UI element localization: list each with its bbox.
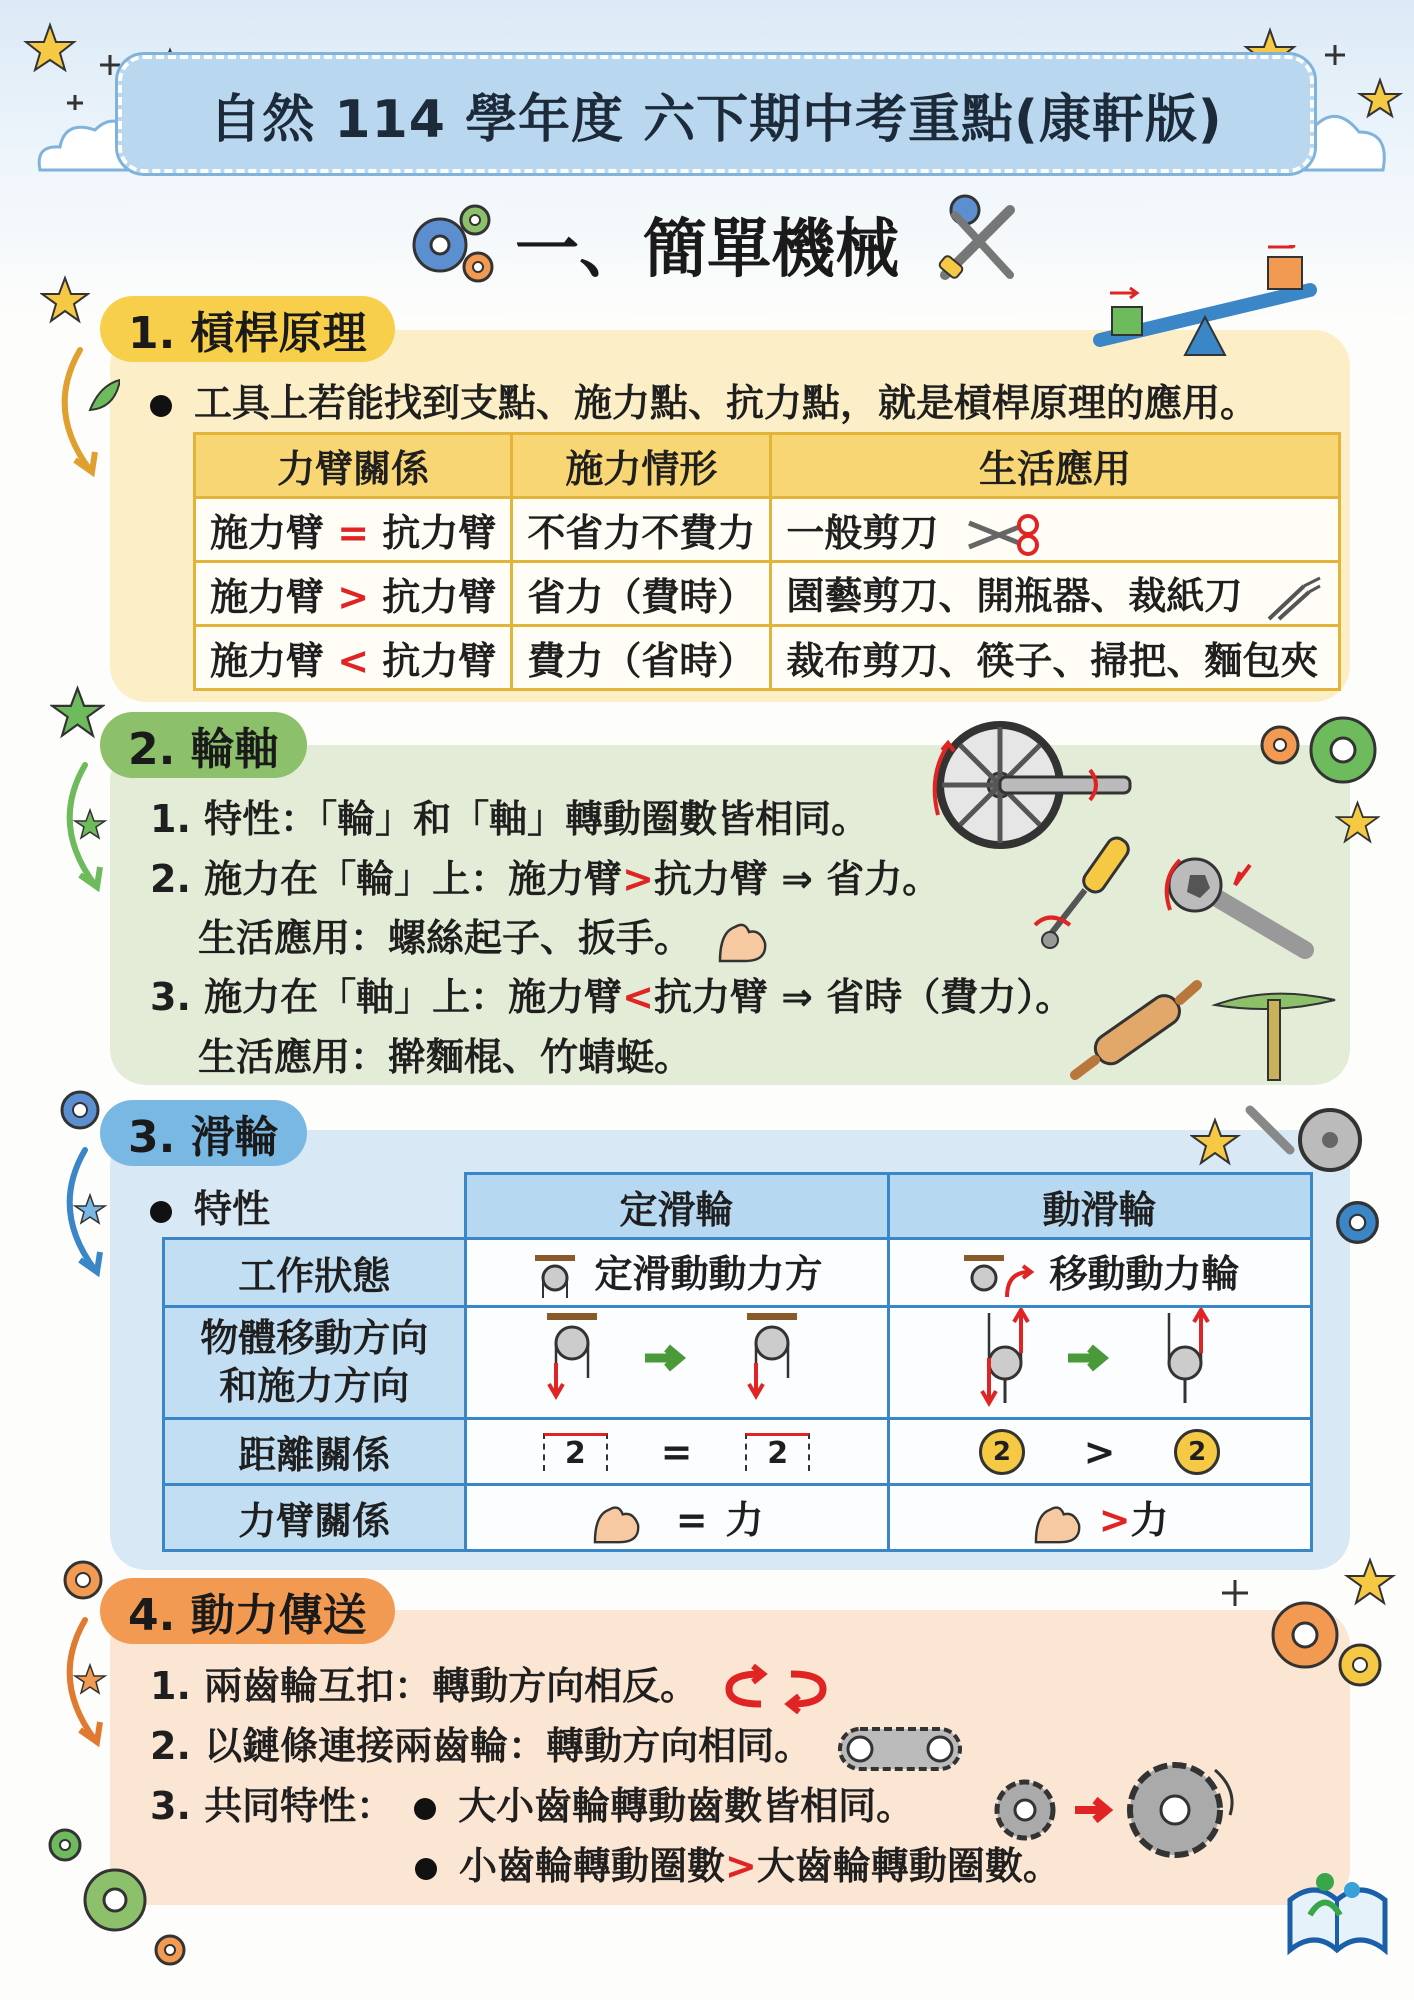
- gears-icon: [1220, 1555, 1400, 1695]
- lever-bullet: [150, 372, 1258, 427]
- transmission-section-tag: 4. 動力傳送: [100, 1578, 395, 1644]
- curved-arrow-icon: [45, 755, 125, 895]
- table-row: [164, 1419, 1312, 1485]
- chain-gears-icon: [835, 1724, 965, 1774]
- arm-relation-cell: 施力臂 > 抗力臂: [195, 562, 512, 626]
- curved-arrow-leaf-icon: [40, 340, 120, 480]
- bullet-dot: [150, 395, 172, 417]
- fixed-pulley-direction-icon: [527, 1308, 827, 1408]
- movable-direction-cell: [888, 1307, 1311, 1419]
- col-effect-header: 施力情形: [512, 434, 771, 498]
- lever-bullet-text: 工具上若能找到支點、施力點、抗力點，就是槓桿原理的應用。: [194, 381, 1259, 425]
- empty-corner-cell: [164, 1174, 466, 1239]
- greater-than-sign: >: [1083, 1429, 1116, 1474]
- movable-pulley-header: 動滑輪: [888, 1174, 1311, 1239]
- col-arm-header: 力臂關係: [195, 434, 512, 498]
- small-to-large-gear-icon: [990, 1755, 1250, 1865]
- muscle-arm-icon: [589, 1500, 644, 1546]
- screwdriver-icon: [1025, 830, 1155, 955]
- equals-sign: =: [660, 1429, 693, 1474]
- fixed-pulley-header: 定滑輪: [465, 1174, 888, 1239]
- wheel-axle-line-4: 3. 施力在「軸」上：施力臂<抗力臂 ⇒ 省時（費力）。: [150, 975, 1074, 1019]
- fixed-arm-cell: = 力: [465, 1485, 888, 1551]
- gears-icon: [1255, 705, 1385, 795]
- wheel-axle-line-1: 1. 特性：「輪」和「軸」轉動圈數皆相同。: [150, 797, 870, 841]
- table-row: [164, 1485, 1312, 1551]
- pliers-icon: [1264, 574, 1324, 622]
- table-row: [164, 1239, 1312, 1307]
- effect-cell: 費力（省時）: [512, 626, 771, 690]
- distance-box: 2: [543, 1433, 608, 1471]
- distance-badge: 2: [1174, 1429, 1220, 1475]
- use-cell: 園藝剪刀、開瓶器、裁紙刀: [771, 562, 1339, 626]
- row-arm-label: 力臂關係: [164, 1485, 466, 1551]
- gear-icon: [55, 1085, 105, 1135]
- muscle-arm-icon: [1030, 1500, 1085, 1546]
- curved-arrow-icon: [45, 1610, 125, 1750]
- row-direction-label: 物體移動方向 和施力方向: [164, 1307, 466, 1419]
- bamboo-dragonfly-icon: [1210, 970, 1340, 1085]
- effect-cell: 不省力不費力: [512, 498, 771, 562]
- rolling-pin-icon: [1065, 975, 1205, 1085]
- tools-icon: [925, 190, 1035, 290]
- bullet-dot: [414, 1798, 436, 1820]
- table-row: [164, 1307, 1312, 1419]
- movable-pulley-direction-icon: [950, 1308, 1250, 1408]
- table-row: [195, 498, 1340, 562]
- table-row: [195, 626, 1340, 690]
- fixed-state-cell: 定滑動動力方: [465, 1239, 888, 1307]
- scissors-icon: [964, 513, 1044, 557]
- muscle-arm-icon: [715, 917, 770, 965]
- pulley-table: [162, 1172, 1313, 1552]
- arm-relation-cell: 施力臂 = 抗力臂: [195, 498, 512, 562]
- book-logo-icon: [1280, 1860, 1395, 1970]
- gear-icon: [58, 1555, 108, 1605]
- section-title: 一、簡單機械: [515, 213, 899, 287]
- row-distance-label: 距離關係: [164, 1419, 466, 1485]
- movable-distance-cell: [888, 1419, 1311, 1485]
- star-icon: [1335, 800, 1380, 845]
- use-cell: 一般剪刀: [771, 498, 1339, 562]
- wheel-axle-line-3: 生活應用：螺絲起子、扳手。: [198, 907, 770, 965]
- movable-arm-cell: >力: [888, 1485, 1311, 1551]
- wheel-axle-section-tag: 2. 輪軸: [100, 712, 307, 778]
- movable-pulley-icon: [959, 1252, 1039, 1302]
- use-cell: 裁布剪刀、筷子、掃把、麵包夾: [771, 626, 1339, 690]
- distance-badge: 2: [979, 1429, 1025, 1475]
- star-icon: [40, 275, 90, 325]
- lever-section-tag: 1. 槓桿原理: [100, 296, 395, 362]
- distance-box: 2: [745, 1433, 810, 1471]
- gear-icon: [1330, 1195, 1385, 1250]
- wheel-axle-line-2: 2. 施力在「輪」上：施力臂>抗力臂 ⇒ 省力。: [150, 857, 941, 901]
- curved-arrow-icon: [45, 1140, 125, 1280]
- table-header-row: [164, 1174, 1312, 1239]
- page-title: 自然 114 學年度 六下期中考重點(康軒版): [209, 89, 1223, 150]
- transmission-line-4: 小齒輪轉動圈數>大齒輪轉動圈數。: [415, 1835, 1061, 1890]
- arm-relation-cell: 施力臂 < 抗力臂: [195, 626, 512, 690]
- transmission-line-2: 2. 以鏈條連接兩齒輪：轉動方向相同。: [150, 1715, 965, 1774]
- lever-table: [193, 432, 1341, 691]
- col-use-header: 生活應用: [771, 434, 1339, 498]
- effect-cell: 省力（費時）: [512, 562, 771, 626]
- gears-icon: [40, 1820, 190, 1970]
- table-row: [195, 562, 1340, 626]
- pulley-section-tag: 3. 滑輪: [100, 1100, 307, 1166]
- title-banner: [118, 55, 1314, 173]
- bullet-dot: [415, 1858, 437, 1880]
- row-state-label: 工作狀態: [164, 1239, 466, 1307]
- wrench-icon: [1155, 850, 1320, 965]
- pulley-bullet-text: 特性: [194, 1187, 271, 1231]
- star-icon: [50, 685, 105, 740]
- seesaw-icon: [1090, 245, 1320, 360]
- fixed-pulley-icon: [530, 1252, 580, 1302]
- opposite-rotation-icon: [721, 1664, 831, 1714]
- transmission-line-1: 1. 兩齒輪互扣：轉動方向相反。: [150, 1655, 831, 1714]
- transmission-line-3: 3. 共同特性： 大小齒輪轉動齒數皆相同。: [150, 1784, 915, 1828]
- table-header-row: [195, 434, 1340, 498]
- fixed-distance-cell: [465, 1419, 888, 1485]
- fixed-direction-cell: [465, 1307, 888, 1419]
- wheel-axle-line-5: 生活應用：擀麵棍、竹蜻蜓。: [198, 1035, 693, 1079]
- movable-state-cell: 移動動力輪: [888, 1239, 1311, 1307]
